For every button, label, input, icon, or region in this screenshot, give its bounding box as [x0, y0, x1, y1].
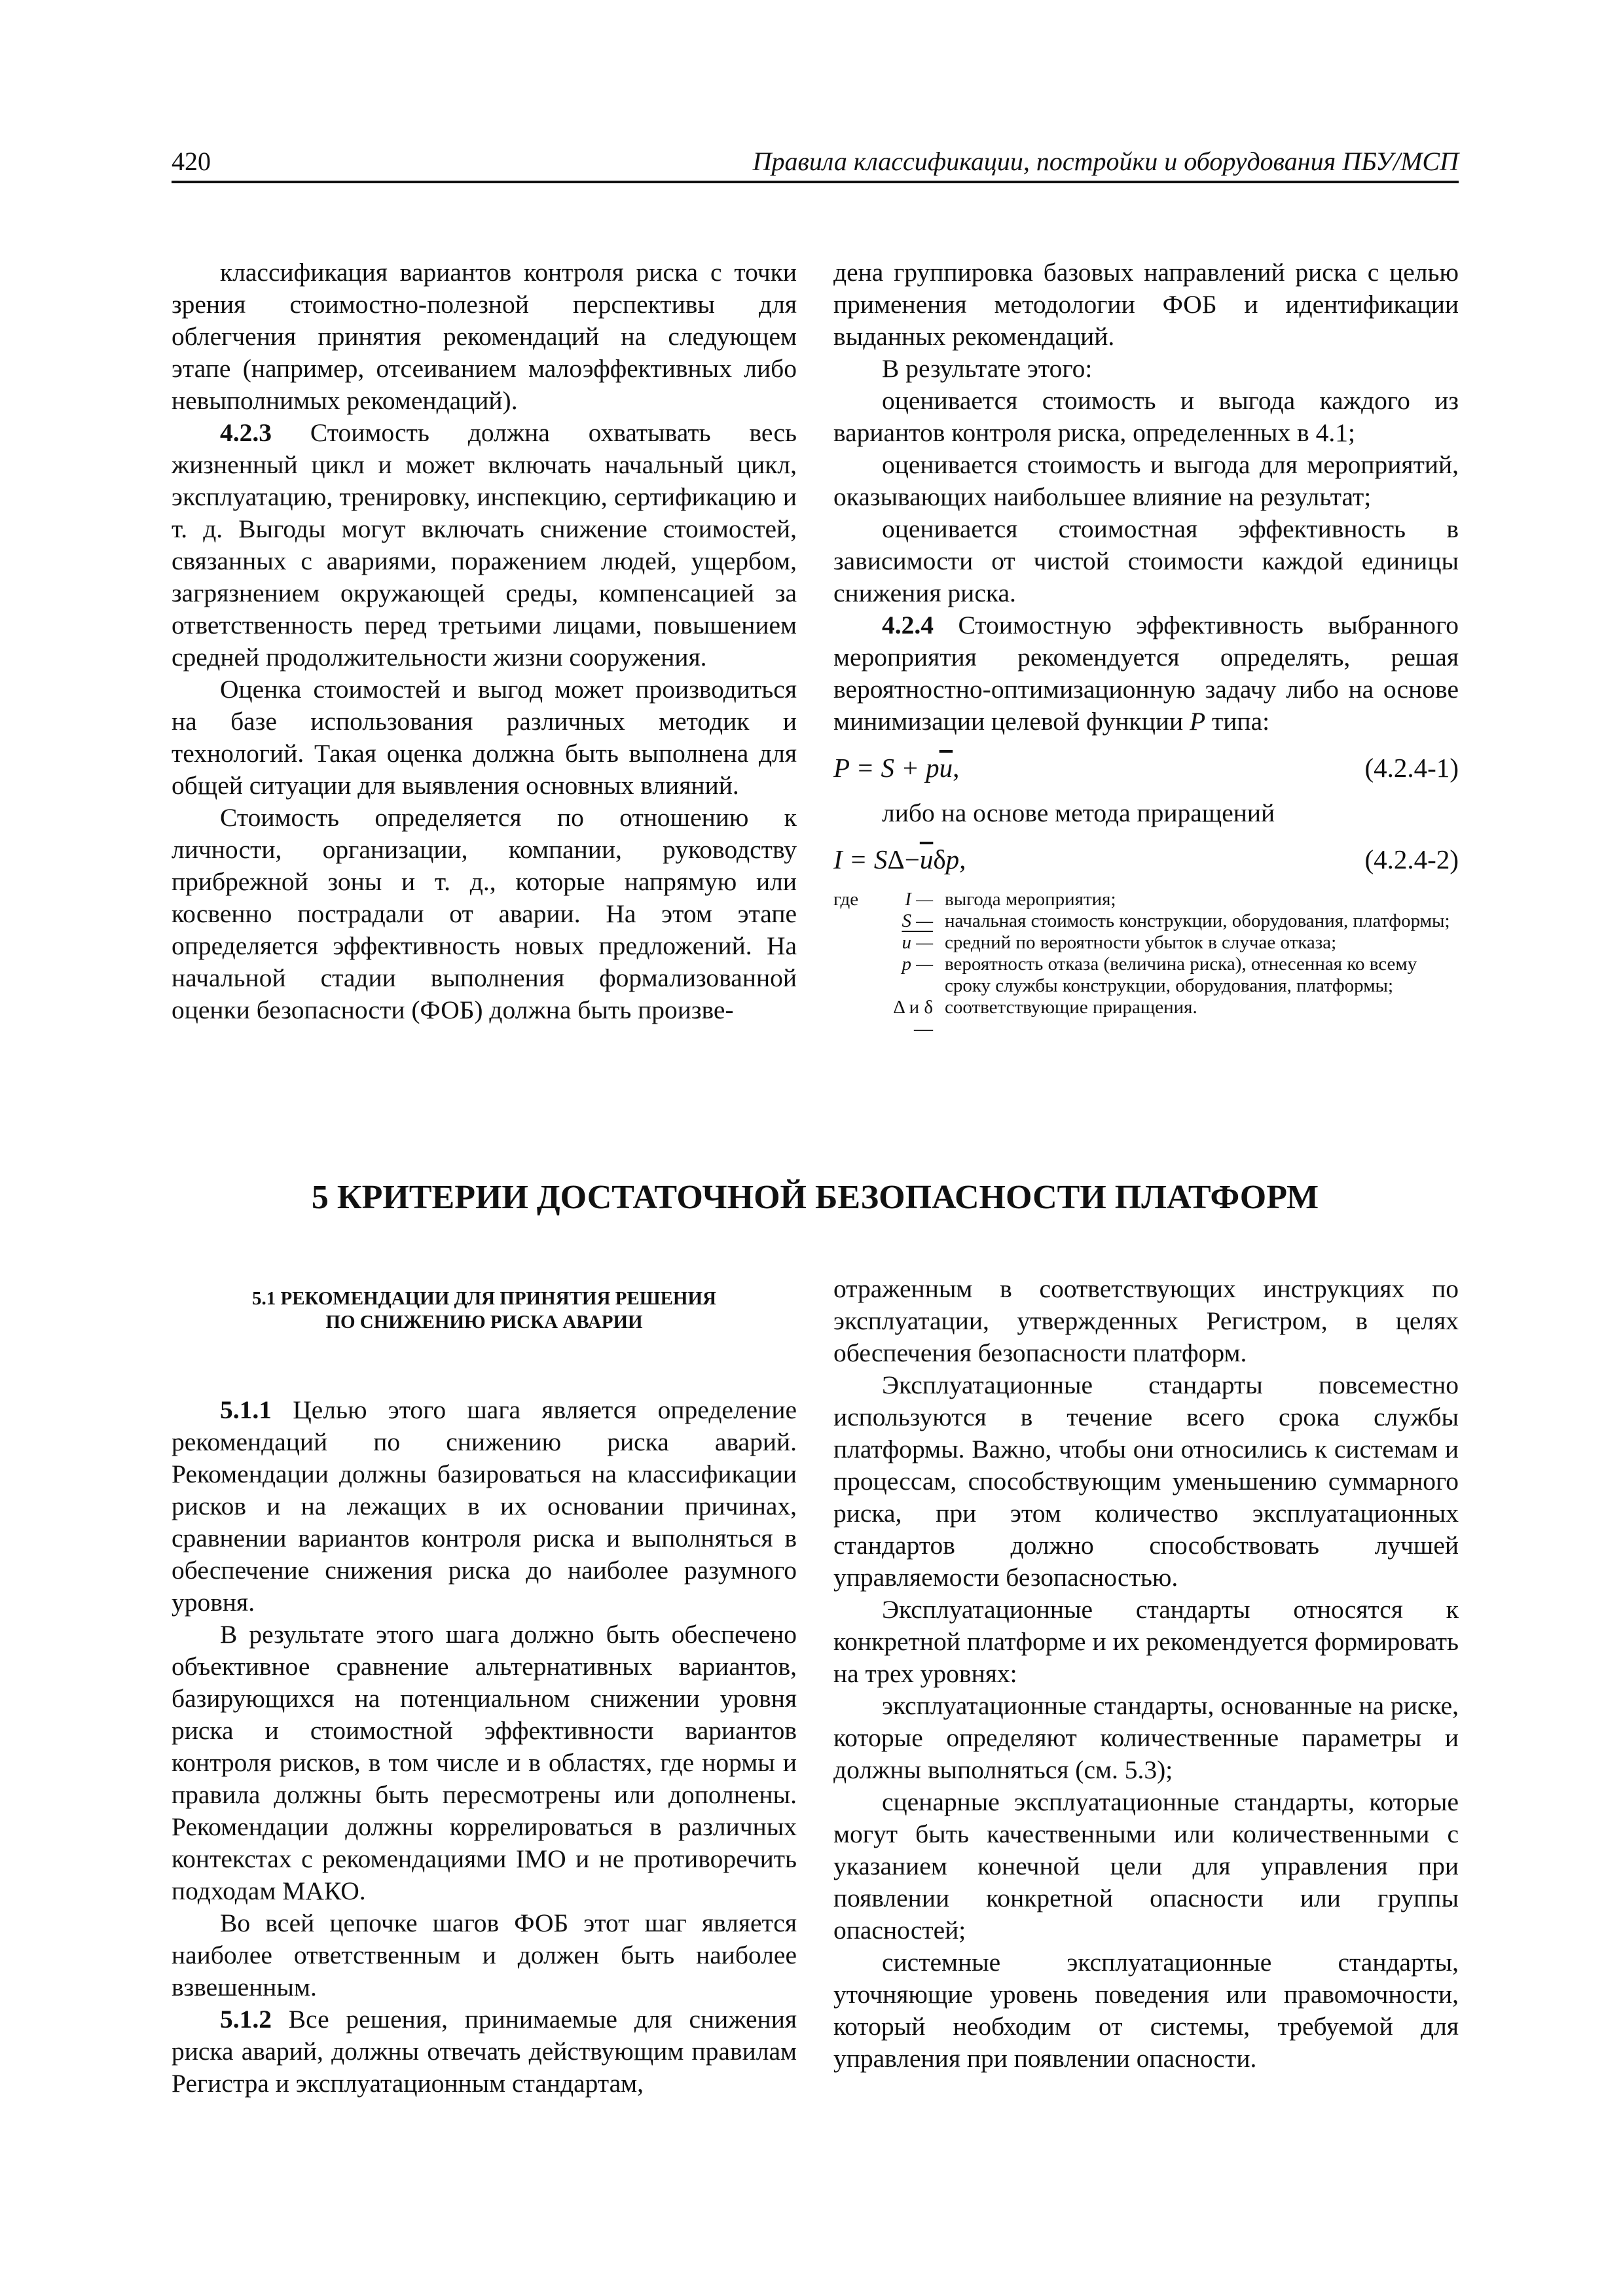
bottom-left-column: [172, 1394, 797, 2100]
list-item: эксплуатационные стандарты, основанные на риске, которые определяют количественные параметры и должны выполняться (см. 5.3);: [833, 1691, 1459, 1784]
top-right-column: [833, 257, 1459, 1040]
paragraph-5-1-2: 5.1.2 Все решения, принимаемые для снижения риска аварий, должны отвечать действующим правилам Регистра и эксплуатационным стандартам,: [172, 2005, 797, 2098]
formula-expression: $I = S\Delta-\overline{u}\delta p$,: [833, 844, 966, 874]
legend-text: средний по вероятности убыток в случае отказа;: [945, 932, 1337, 953]
legend-row: [833, 997, 1459, 1040]
paragraph: дена группировка базовых направлений риска с целью применения методологии ФОБ и идентификации выданных рекомендаций.: [833, 258, 1459, 351]
paragraph: Оценка стоимостей и выгод может производиться на базе использования различных методик и технологий. Такая оценка должна быть выполнена для общей ситуации для выявления основных влияний.: [172, 675, 797, 800]
legend-symbol: Δ и δ —: [893, 997, 933, 1039]
clause-number: 4.2.3: [220, 418, 272, 447]
legend-text: начальная стоимость конструкции, оборудования, платформы;: [945, 910, 1450, 931]
formula-number: (4.2.4-2): [1364, 844, 1459, 874]
formula-expression: $P = S + p\overline{u}$,: [833, 753, 960, 783]
where-label: где: [833, 889, 859, 910]
paragraph: Эксплуатационные стандарты относятся к конкретной платформе и их рекомендуется формировать на трех уровнях:: [833, 1595, 1459, 1688]
bottom-right-column: [833, 1273, 1459, 2075]
legend-symbol: p —: [902, 954, 933, 975]
paragraph: либо на основе метода приращений: [882, 798, 1275, 827]
paragraph-text: Стоимость должна охватывать весь жизненный цикл и может включать начальный цикл, эксплуатацию, тренировку, инспекцию, сертификацию и т. д. Выгоды могут включать снижение стоимостей, связанных с авариями, поражением людей, ущербом, загрязнением окружающей среды, компенсацией за ответственность перед третьими лицами, повышением средней продолжительности жизни сооружения.: [172, 418, 797, 672]
paragraph: Эксплуатационные стандарты повсеместно используются в течение всего срока службы платформы. Важно, чтобы они относились к системам и процессам, способствующим уменьшению суммарного риска, при этом количество эксплуатационных стандартов должно способствовать лучшей управляемости безопасностью.: [833, 1371, 1459, 1592]
legend-text: соответствующие приращения.: [945, 997, 1197, 1018]
formula-legend: [833, 889, 1459, 1040]
legend-row: [833, 932, 1459, 954]
legend-symbol: u —: [902, 932, 933, 953]
clause-number: 5.1.2: [220, 2005, 272, 2034]
formula-4-2-4-2: [833, 844, 1459, 876]
paragraph-4-2-3: [172, 417, 797, 673]
top-left-column: [172, 257, 797, 1026]
legend-text: выгода мероприятия;: [945, 889, 1116, 910]
formula-4-2-4-1: [833, 752, 1459, 784]
list-item: оценивается стоимость и выгода для мероприятий, оказывающих наибольшее влияние на результат;: [833, 450, 1459, 511]
list-item: оценивается стоимость и выгода каждого из вариантов контроля риска, определенных в 4.1;: [833, 386, 1459, 447]
paragraph: классификация вариантов контроля риска с точки зрения стоимостно-полезной перспективы для облегчения принятия рекомендаций на следующем этапе (например, отсеиванием малоэффективных либо невыполнимых рекомендаций).: [172, 258, 797, 415]
legend-symbol: S —: [902, 910, 933, 931]
page-header: [172, 136, 1459, 183]
paragraph: отраженным в соответствующих инструкциях по эксплуатации, утвержденных Регистром, в целях обеспечения безопасности платформ.: [833, 1274, 1459, 1367]
section-title: 5 КРИТЕРИИ ДОСТАТОЧНОЙ БЕЗОПАСНОСТИ ПЛАТФОРМ: [311, 1179, 1319, 1216]
paragraph: В результате этого:: [882, 354, 1093, 383]
paragraph-4-2-4: 4.2.4 Стоимостную эффективность выбранного мероприятия рекомендуется определять, решая вероятностно-оптимизационную задачу либо на основе минимизации целевой функции P типа:: [833, 611, 1459, 736]
paragraph: Стоимость определяется по отношению к личности, организации, компании, руководству прибрежной зоны и т. д., которые напрямую или косвенно пострадали от аварии. На этом этапе определяется эффективность новых предложений. На начальной стадии выполнения формализованной оценки безопасности (ФОБ) должна быть произве-: [172, 803, 797, 1024]
list-item: системные эксплуатационные стандарты, уточняющие уровень поведения или правомочности, который необходим от системы, требуемой для управления при появлении опасности.: [833, 1948, 1459, 2073]
legend-row: [833, 910, 1459, 932]
clause-number: 5.1.1: [220, 1395, 272, 1424]
legend-text: вероятность отказа (величина риска), отнесенная ко всему сроку службы конструкции, оборудования, платформы;: [945, 954, 1417, 996]
running-title: Правила классификации, постройки и оборудования ПБУ/МСП: [752, 147, 1459, 176]
formula-number: (4.2.4-1): [1364, 753, 1459, 783]
legend-row: [833, 954, 1459, 997]
paragraph-5-1-1: 5.1.1 Целью этого шага является определение рекомендаций по снижению риска аварий. Рекомендации должны базироваться на классификации рисков и на лежащих в их основании причинах, сравнении вариантов контроля риска и выполняться в обеспечение снижения риска до наиболее разумного уровня.: [172, 1395, 797, 1617]
list-item: оценивается стоимостная эффективность в зависимости от чистой стоимости каждой единицы снижения риска.: [833, 514, 1459, 607]
subsection-title: 5.1 РЕКОМЕНДАЦИИ ДЛЯ ПРИНЯТИЯ РЕШЕНИЯ ПО СНИЖЕНИЮ РИСКА АВАРИИ: [252, 1288, 716, 1333]
legend-symbol: I —: [905, 889, 933, 910]
page-number: 420: [172, 147, 211, 176]
clause-number: 4.2.4: [882, 611, 934, 639]
legend-row: [833, 889, 1459, 910]
paragraph: Во всей цепочке шагов ФОБ этот шаг является наиболее ответственным и должен быть наиболее взвешенным.: [172, 1909, 797, 2001]
paragraph: В результате этого шага должно быть обеспечено объективное сравнение альтернативных вариантов, базирующихся на потенциальном снижении уровня риска и стоимостной эффективности вариантов контроля рисков, в том числе и в областях, где нормы и правила должны быть пересмотрены или дополнены. Рекомендации должны коррелироваться в различных контекстах с рекомендациями IMO и не противоречить подходам МАКО.: [172, 1620, 797, 1905]
list-item: сценарные эксплуатационные стандарты, которые могут быть качественными или количественными с указанием конечной цели для управления при появлении конкретной опасности или группы опасностей;: [833, 1787, 1459, 1945]
